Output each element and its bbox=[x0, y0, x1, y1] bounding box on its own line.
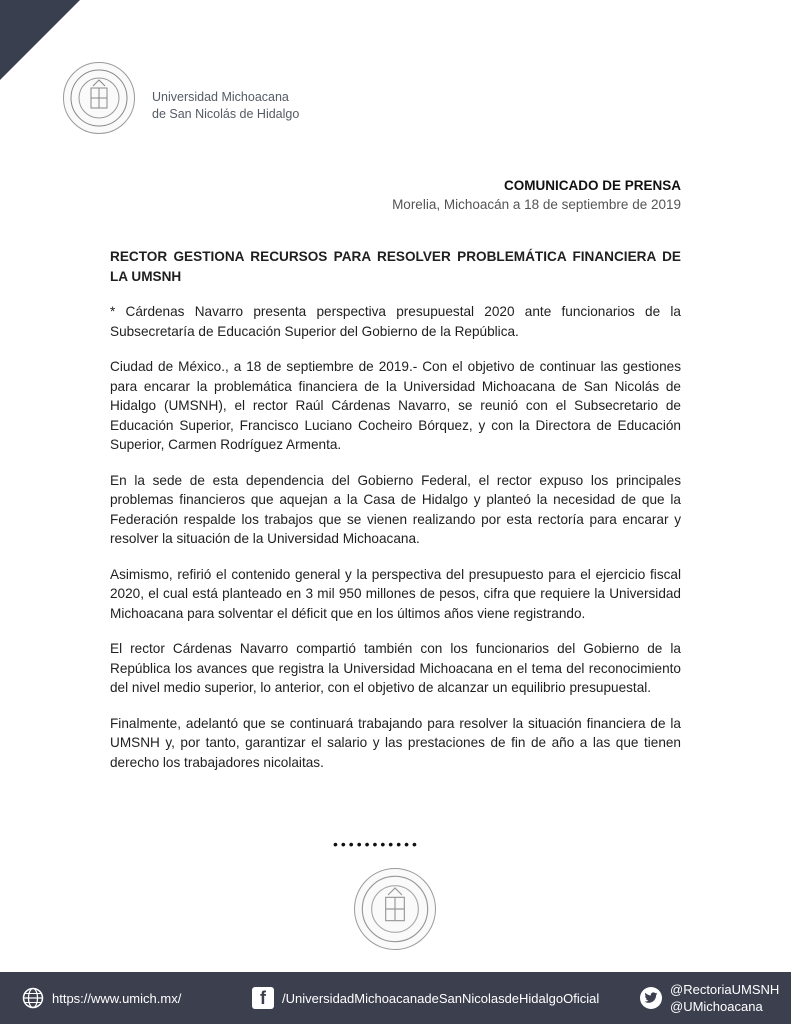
university-seal-footer-logo bbox=[354, 868, 436, 950]
separator-dots: ••••••••••• bbox=[333, 836, 420, 852]
article-paragraph: Finalmente, adelantó que se continuará trabajando para resolver la situación financiera de la UMSNH y, por tanto, garantizar el salario y las prestaciones de fin de año a las que tienen derecho los trabajadores nicolaitas. bbox=[110, 715, 681, 770]
footer-twitter-handle-2[interactable]: @UMichoacana bbox=[670, 999, 763, 1014]
university-name-line1: Universidad Michoacana bbox=[152, 90, 289, 104]
footer-facebook-link[interactable]: /UniversidadMichoacanadeSanNicolasdeHidalgoOficial bbox=[282, 990, 600, 1006]
article-paragraph: En la sede de esta dependencia del Gobierno Federal, el rector expuso los principales problemas financieros que aquejan a la Casa de Hidalgo y planteó la necesidad de que la Federación respalde los trabajos que se vienen realizando por esta rectoría para encarar y resolver la situación de la Universidad Michoacana. bbox=[110, 472, 681, 546]
corner-decoration bbox=[0, 0, 80, 80]
footer-twitter-handle-1[interactable]: @RectoriaUMSNH bbox=[670, 982, 780, 997]
article-paragraph: El rector Cárdenas Navarro compartió también con los funcionarios del Gobierno de la República los avances que registra la Universidad Michoacana en el tema del reconocimiento del nivel medio superior, lo anterior, con el objetivo de alcanzar un equilibrio presupuestal. bbox=[110, 641, 681, 695]
article-paragraph: * Cárdenas Navarro presenta perspectiva presupuestal 2020 ante funcionarios de la Subsecretaría de Educación Superior del Gobierno de la República. bbox=[110, 304, 681, 339]
press-release-header bbox=[392, 176, 681, 214]
press-release-place-date: Morelia, Michoacán a 18 de septiembre de 2019 bbox=[392, 197, 681, 212]
article-paragraph: Asimismo, refirió el contenido general y la perspectiva del presupuesto para el ejercicio fiscal 2020, el cual está planteado en 3 mil 950 millones de pesos, cifra que requiere la Universidad Michoacana para solventar el déficit que en los últimos años viene registrando. bbox=[110, 566, 681, 621]
university-name-line2: de San Nicolás de Hidalgo bbox=[152, 107, 300, 121]
article-paragraph: Ciudad de México., a 18 de septiembre de 2019.- Con el objetivo de continuar las gestiones para encarar la problemática financiera de la Universidad Michoacana de San Nicolás de Hidalgo (UMSNH), el rector Raúl Cárdenas Navarro, se reunió con el Subsecretario de Educación Superior, Francisco Luciano Cocheiro Bórquez, y con la Directora de Educación Superior, Carmen Rodríguez Armenta. bbox=[110, 359, 681, 452]
globe-icon bbox=[22, 987, 44, 1009]
footer-website[interactable] bbox=[22, 972, 181, 1024]
article-body bbox=[110, 247, 681, 788]
article-headline: RECTOR GESTIONA RECURSOS PARA RESOLVER PROBLEMÁTICA FINANCIERA DE LA UMSNH bbox=[110, 249, 681, 284]
facebook-icon: f bbox=[252, 987, 274, 1009]
footer-twitter[interactable] bbox=[640, 972, 779, 1024]
university-seal-logo bbox=[63, 62, 135, 134]
footer-bar bbox=[0, 972, 791, 1024]
twitter-icon bbox=[640, 987, 662, 1009]
footer-facebook[interactable] bbox=[252, 972, 599, 1024]
university-name bbox=[152, 89, 299, 123]
footer-twitter-handles bbox=[670, 981, 779, 1015]
press-release-title: COMUNICADO DE PRENSA bbox=[503, 178, 681, 193]
footer-website-link[interactable]: https://www.umich.mx/ bbox=[52, 990, 182, 1006]
